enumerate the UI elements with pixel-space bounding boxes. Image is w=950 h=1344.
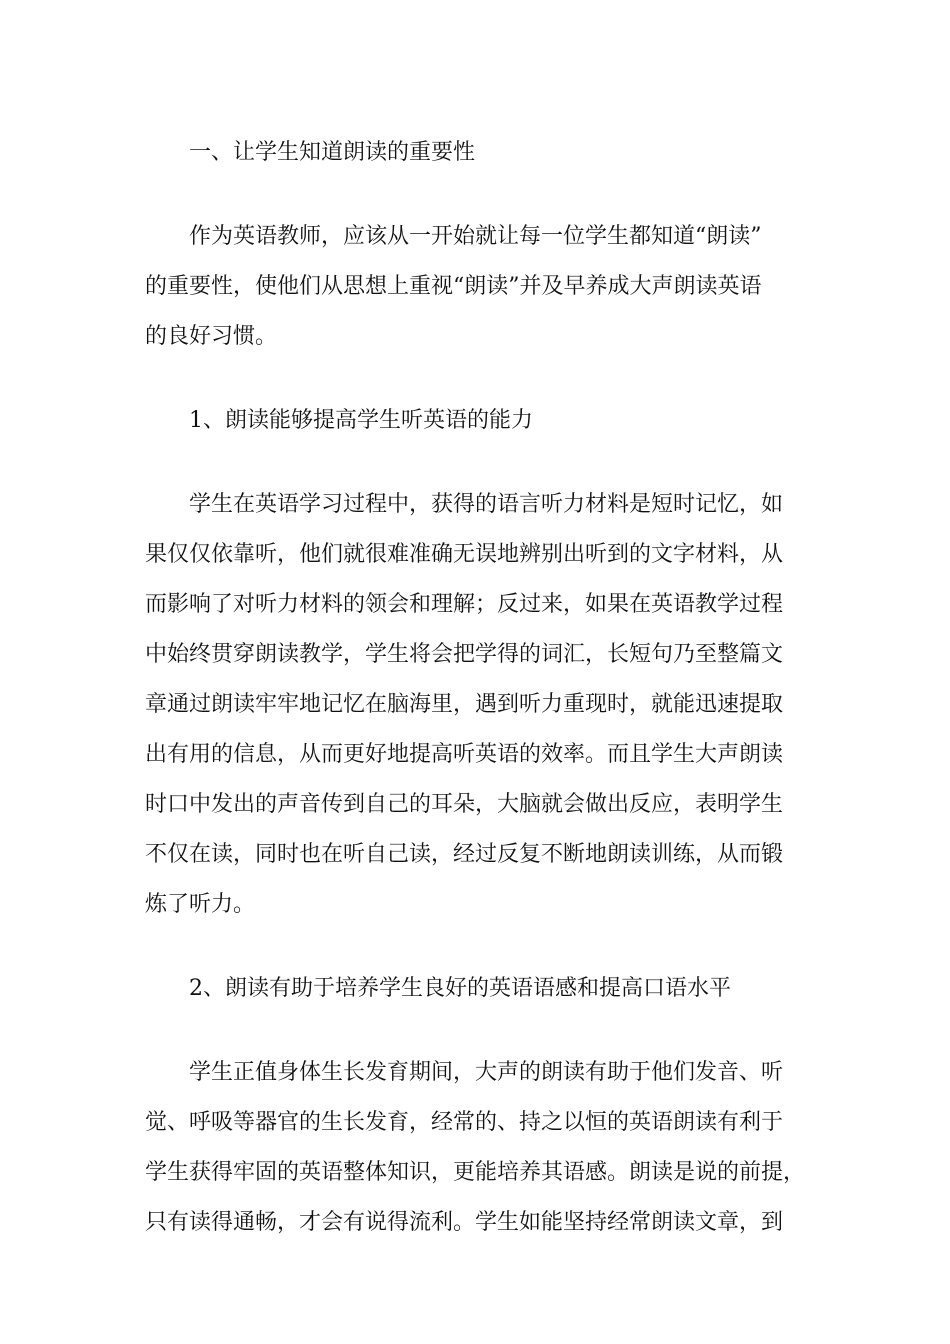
paragraph-line: 不仅在读，同时也在听自己读，经过反复不断地朗读训练，从而锻 (145, 842, 784, 867)
paragraph-line: 学生在英语学习过程中，获得的语言听力材料是短时记忆，如 (189, 492, 784, 517)
heading-text: 2、朗读有助于培养学生良好的英语语感和提高口语水平 (189, 976, 731, 1001)
heading-text: 一、让学生知道朗读的重要性 (189, 140, 476, 165)
paragraph-speaking (145, 1048, 805, 1248)
paragraph-line: 时口中发出的声音传到自己的耳朵，大脑就会做出反应，表明学生 (145, 792, 784, 817)
paragraph-importance (145, 212, 805, 362)
heading-text: 1、朗读能够提高学生听英语的能力 (189, 408, 533, 433)
paragraph-line: 的良好习惯。 (145, 324, 278, 349)
document-body (145, 128, 805, 1282)
paragraph-listening (145, 480, 805, 930)
paragraph-line: 学生获得牢固的英语整体知识，更能培养其语感。朗读是说的前提， (145, 1160, 806, 1185)
paragraph-line: 的重要性，使他们从思想上重视“朗读”并及早养成大声朗读英语 (145, 274, 762, 299)
paragraph-line: 出有用的信息，从而更好地提高听英语的效率。而且学生大声朗读 (145, 742, 784, 767)
section-heading (145, 128, 805, 178)
paragraph-line: 炼了听力。 (145, 892, 256, 917)
paragraph-line: 学生正值身体生长发育期间，大声的朗读有助于他们发音、听 (189, 1060, 784, 1085)
paragraph-line: 只有读得通畅，才会有说得流利。学生如能坚持经常朗读文章，到 (145, 1210, 784, 1235)
paragraph-line: 果仅仅依靠听，他们就很难准确无误地辨别出听到的文字材料，从 (145, 542, 784, 567)
subsection-heading-speaking (145, 964, 805, 1014)
paragraph-line: 觉、呼吸等器官的生长发育，经常的、持之以恒的英语朗读有利于 (145, 1110, 784, 1135)
paragraph-line: 而影响了对听力材料的领会和理解；反过来，如果在英语教学过程 (145, 592, 784, 617)
paragraph-line: 章通过朗读牢牢地记忆在脑海里，遇到听力重现时，就能迅速提取 (145, 692, 784, 717)
paragraph-line: 中始终贯穿朗读教学，学生将会把学得的词汇，长短句乃至整篇文 (145, 642, 784, 667)
paragraph-line: 作为英语教师，应该从一开始就让每一位学生都知道“朗读” (189, 224, 762, 249)
subsection-heading-listening (145, 396, 805, 446)
